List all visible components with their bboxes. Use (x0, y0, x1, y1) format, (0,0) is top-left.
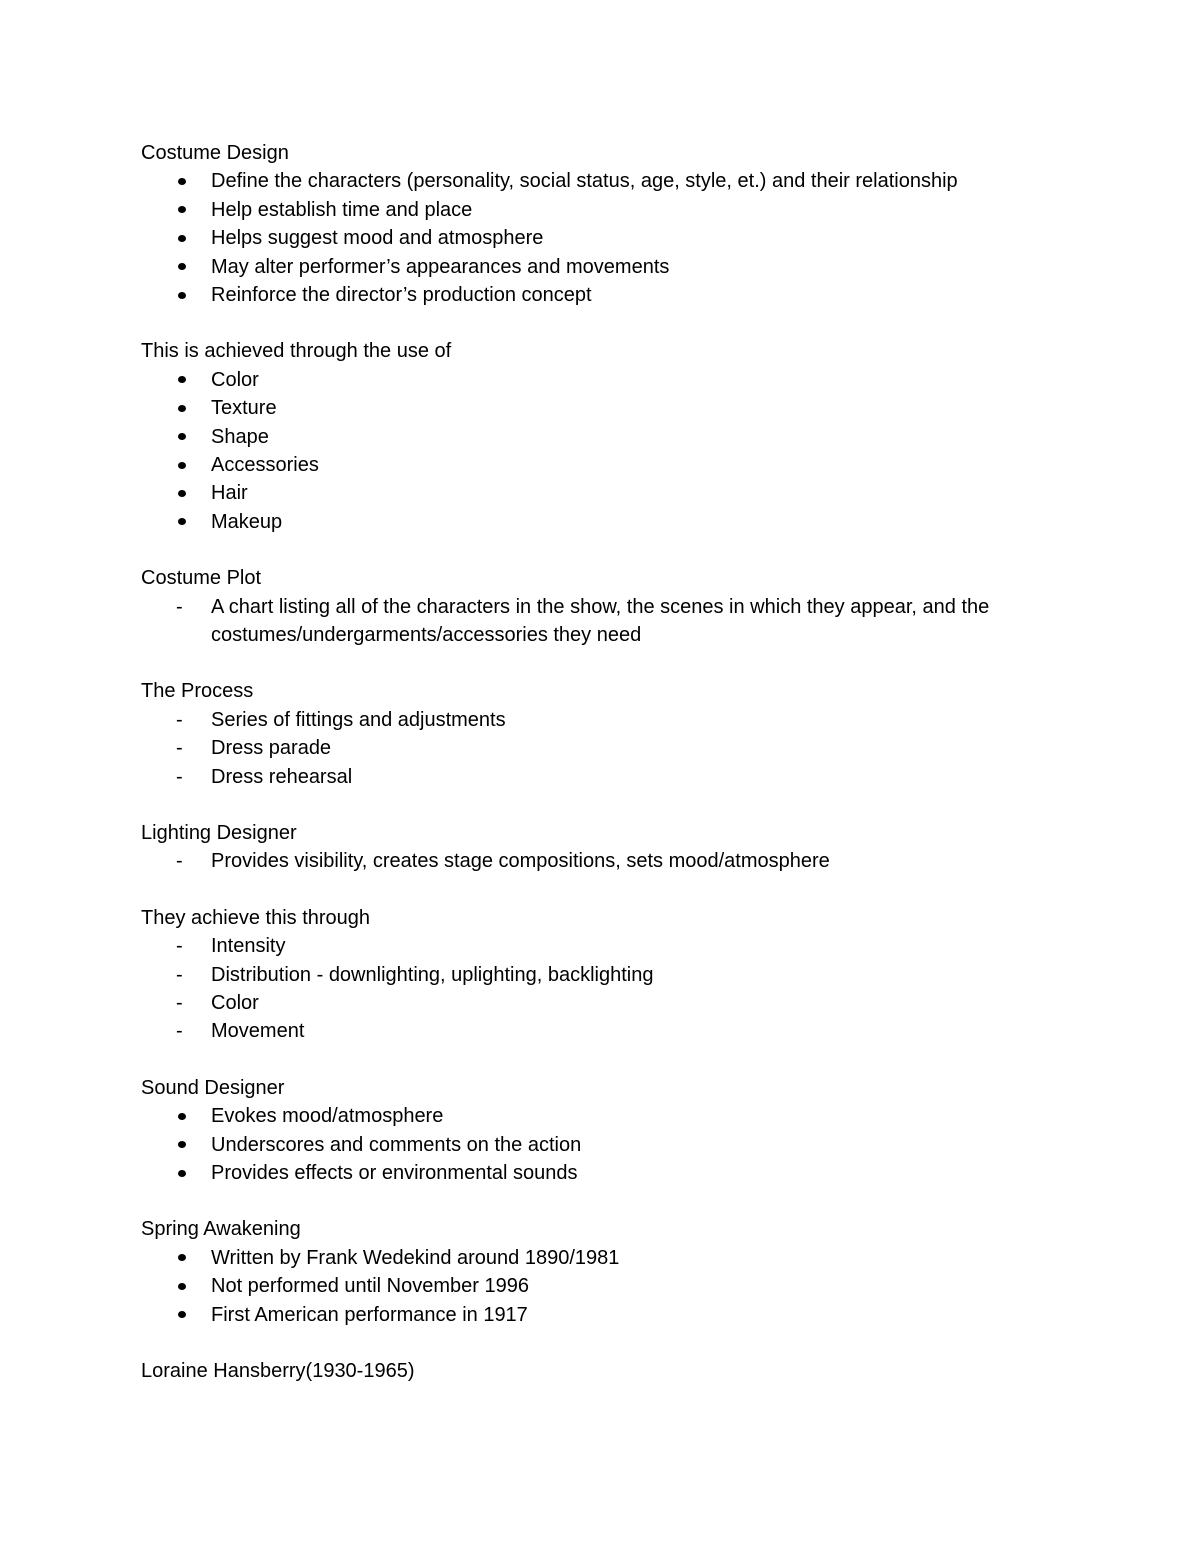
list-item (141, 224, 1071, 252)
list-item (141, 196, 1071, 224)
section-sound-designer (141, 1074, 1071, 1188)
section-heading-loraine-hansberry: Loraine Hansberry(1930-1965) (141, 1360, 415, 1383)
list-item (141, 281, 1071, 309)
bullet-icon (175, 224, 195, 252)
list-item-text: Written by Frank Wedekind around 1890/1981 (211, 1246, 620, 1269)
section-heading: They achieve this through (141, 906, 371, 929)
section-achieved-through (141, 337, 1071, 536)
section-heading: Costume Design (141, 142, 289, 164)
section-heading: Spring Awakening (141, 1218, 301, 1241)
list-item (141, 1131, 1071, 1159)
section-the-process (141, 677, 1071, 791)
list-item (141, 1244, 1071, 1272)
list-item-text: Underscores and comments on the action (211, 1133, 582, 1156)
list-item-text: Define the characters (personality, social status, age, style, et.) and their relationship (211, 170, 958, 193)
dash-list (141, 593, 1071, 650)
list-item (141, 1017, 1071, 1045)
list-item (141, 989, 1071, 1017)
list-item (141, 1301, 1071, 1329)
bullet-icon (175, 1159, 195, 1187)
list-item-text: Texture (211, 397, 277, 420)
bullet-icon (175, 1272, 195, 1300)
section-heading: Lighting Designer (141, 822, 297, 845)
list-item (141, 167, 1071, 195)
section-costume-plot (141, 564, 1071, 649)
bullet-icon (175, 423, 195, 451)
dash-list (141, 932, 1071, 1046)
list-item-text: Color (211, 368, 259, 391)
list-item (141, 593, 1071, 650)
list-item-text: Makeup (211, 510, 283, 533)
list-item (141, 734, 1071, 762)
list-item-text: May alter performer’s appearances and movements (211, 255, 670, 278)
bullet-icon (175, 1102, 195, 1130)
dash-icon (175, 763, 195, 791)
bullet-list (141, 366, 1071, 536)
list-item-text: Reinforce the director’s production concept (211, 284, 592, 307)
list-item-text: Dress rehearsal (211, 765, 353, 788)
list-item-text: Shape (211, 425, 269, 448)
section-achieve-through (141, 904, 1071, 1046)
section-heading: The Process (141, 680, 254, 703)
bullet-list (141, 1244, 1071, 1329)
section-heading: Costume Plot (141, 567, 262, 590)
document-page (141, 139, 1071, 1386)
dash-icon (175, 706, 195, 734)
bullet-icon (175, 451, 195, 479)
list-item-text: Helps suggest mood and atmosphere (211, 227, 544, 250)
bullet-icon (175, 1244, 195, 1272)
bullet-icon (175, 508, 195, 536)
bullet-icon (175, 394, 195, 422)
list-item (141, 932, 1071, 960)
list-item (141, 508, 1071, 536)
list-item-text: Movement (211, 1020, 305, 1043)
section-lighting-designer (141, 819, 1071, 876)
list-item-text: A chart listing all of the characters in the show, the scenes in which they appear, and the costumes/undergarments/accessories they need (211, 595, 990, 647)
dash-icon (175, 847, 195, 875)
list-item (141, 423, 1071, 451)
bullet-icon (175, 196, 195, 224)
bullet-icon (175, 253, 195, 281)
bullet-icon (175, 281, 195, 309)
dash-icon (175, 593, 195, 621)
section-heading: This is achieved through the use of (141, 340, 452, 363)
section-spring-awakening (141, 1215, 1071, 1329)
dash-list (141, 847, 1071, 875)
list-item-text: Evokes mood/atmosphere (211, 1105, 444, 1128)
bullet-icon (175, 479, 195, 507)
section-costume-design (141, 139, 1071, 309)
list-item (141, 961, 1071, 989)
list-item-text: Help establish time and place (211, 198, 473, 221)
dash-icon (175, 961, 195, 989)
list-item-text: Distribution - downlighting, uplighting, backlighting (211, 963, 654, 986)
list-item (141, 479, 1071, 507)
list-item-text: Hair (211, 482, 248, 505)
list-item (141, 763, 1071, 791)
list-item-text: Series of fittings and adjustments (211, 708, 506, 731)
bullet-icon (175, 167, 195, 195)
list-item (141, 706, 1071, 734)
list-item (141, 1102, 1071, 1130)
list-item (141, 253, 1071, 281)
list-item-text: Provides visibility, creates stage compositions, sets mood/atmosphere (211, 850, 830, 873)
list-item-text: Not performed until November 1996 (211, 1275, 529, 1298)
bullet-list (141, 1102, 1071, 1187)
list-item-text: Provides effects or environmental sounds (211, 1162, 578, 1185)
list-item-text: First American performance in 1917 (211, 1303, 528, 1326)
list-item-text: Accessories (211, 454, 319, 477)
list-item-text: Dress parade (211, 737, 332, 760)
section-heading: Sound Designer (141, 1076, 285, 1099)
list-item-text: Color (211, 992, 259, 1015)
dash-list (141, 706, 1071, 791)
list-item (141, 366, 1071, 394)
list-item (141, 847, 1071, 875)
bullet-icon (175, 1301, 195, 1329)
list-item-text: Intensity (211, 935, 286, 958)
bullet-icon (175, 1131, 195, 1159)
list-item (141, 394, 1071, 422)
dash-icon (175, 932, 195, 960)
dash-icon (175, 1017, 195, 1045)
bullet-list (141, 167, 1071, 309)
list-item (141, 1272, 1071, 1300)
list-item (141, 451, 1071, 479)
dash-icon (175, 989, 195, 1017)
list-item (141, 1159, 1071, 1187)
dash-icon (175, 734, 195, 762)
bullet-icon (175, 366, 195, 394)
